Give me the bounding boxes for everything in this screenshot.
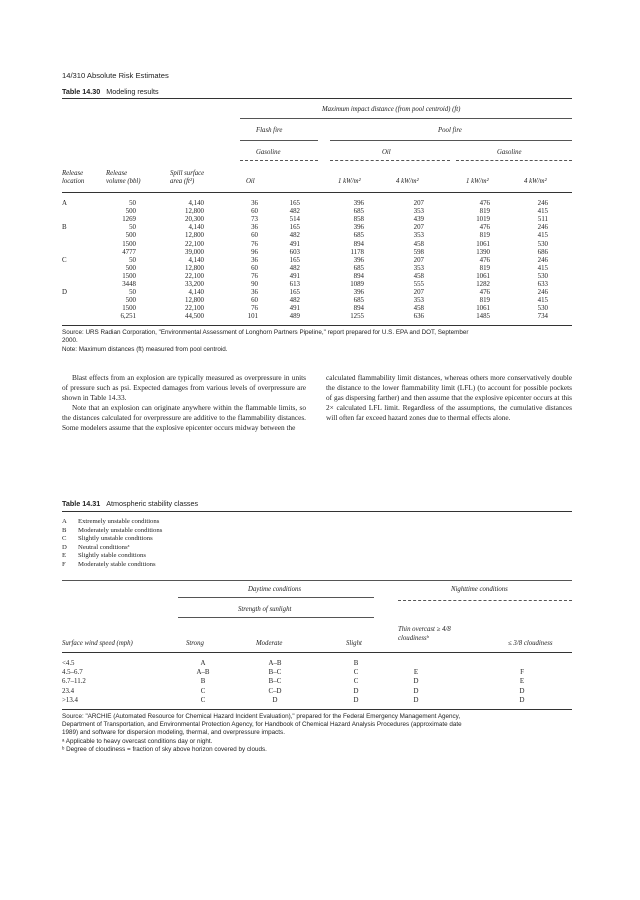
table-cell: 636: [413, 313, 424, 321]
table-cell: 476: [479, 256, 490, 264]
table-cell: 23.4: [62, 687, 75, 695]
table-cell: 685: [353, 232, 364, 240]
table-cell: B: [62, 224, 67, 232]
table-cell: F: [520, 669, 524, 677]
table-cell: 894: [353, 240, 364, 248]
table-cell: A: [200, 660, 206, 667]
table-cell: C–D: [268, 687, 282, 695]
table-cell: 415: [537, 264, 548, 272]
table-cell: 44,500: [185, 313, 204, 321]
table-cell: 4.5–6.7: [62, 669, 83, 677]
table-cell: 22,100: [185, 272, 204, 280]
oil-group-header: Oil: [382, 149, 391, 156]
table-cell: 36: [251, 289, 258, 297]
table-row: [62, 224, 572, 232]
col-wind-speed: Surface wind speed (mph): [62, 640, 133, 647]
table-cell: 76: [251, 272, 258, 280]
col-strong: Strong: [186, 640, 204, 647]
table-cell: 12,800: [185, 208, 204, 216]
table-row: [62, 232, 572, 240]
table-label: Table 14.31: [62, 499, 101, 508]
table-cell: 33,200: [185, 281, 204, 288]
body-paragraph-left: Blast effects from an explosion are typically measured as overpressure in units of pressure such as psi. Expected damages from various levels of overpressure are shown in Table 14.33.: [62, 373, 306, 402]
table-cell: 1061: [476, 305, 490, 313]
running-head: 14/310 Absolute Risk Estimates: [62, 71, 169, 80]
table-cell: 1089: [350, 281, 364, 288]
table-cell: C: [200, 687, 206, 695]
stability-class-code: F: [62, 561, 66, 568]
table-row: [62, 660, 572, 668]
table-cell: 246: [537, 289, 548, 297]
table-row: [62, 257, 572, 265]
table-cell: 819: [479, 264, 490, 272]
table-cell: 50: [129, 289, 136, 297]
body-paragraph-left-2: Note that an explosion can originate anywhere within the flammable limits, so the distances calculated for overpressure are additive to the flammability distances. Some modelers assume that the explosive epicenter occurs midway between the: [62, 403, 306, 432]
table-cell: 36: [251, 200, 258, 207]
table-note: Note: Maximum distances (ft) measured from pool centroid.: [62, 346, 228, 353]
stability-class-code: E: [62, 552, 67, 560]
table-cell: 819: [479, 232, 490, 240]
table-cell: 4777: [122, 248, 136, 256]
table-cell: 415: [537, 297, 548, 305]
table-cell: 1178: [350, 248, 364, 256]
table-cell: 1061: [476, 240, 490, 248]
table-cell: >13.4: [62, 696, 78, 704]
table-cell: D: [413, 687, 419, 695]
table-row: [62, 281, 572, 289]
table-top-rule: [62, 511, 572, 512]
rule: [178, 597, 374, 598]
col-thin-overcast: Thin overcast ≥ 4/8: [398, 626, 451, 633]
table-cell: B–C: [268, 669, 282, 677]
table-cell: 500: [125, 297, 136, 305]
stability-class-item: [62, 527, 162, 534]
table-cell: 4,140: [188, 256, 204, 264]
table-cell: 96: [251, 248, 258, 256]
table-cell: 1255: [350, 313, 364, 321]
table-label: Table 14.30: [62, 87, 101, 96]
col-oil: Oil: [246, 178, 255, 185]
table-cell: D: [413, 678, 419, 686]
col-release-volume: Release volume (bbl): [106, 170, 141, 185]
table-cell: 686: [537, 248, 548, 256]
table-cell: E: [519, 678, 525, 686]
table-caption-14-31: [62, 499, 198, 508]
table-row: [62, 305, 572, 313]
nighttime-header: Nighttime conditions: [451, 586, 508, 593]
rule: [240, 140, 318, 141]
table-cell: D: [519, 696, 525, 704]
table-cell: 60: [251, 208, 258, 216]
table-cell: 491: [289, 240, 300, 248]
table-cell: 734: [537, 313, 548, 321]
body-paragraph-right: calculated flammability limit distances, whereas others more conservatively double the distance to the lower flammability limit (LFL) (to account for possible pockets of gas dispersing farther) and then assume that the explosive epicenter occurs at this 2× calculated LFL limit. Regardless of the assumptions, the cumulative distances will often far exceed hazard zones due to thermal effects alone.: [326, 373, 572, 422]
table-cell: C: [62, 256, 67, 264]
stability-class-item: [62, 518, 159, 525]
rule: [456, 160, 572, 161]
table-cell: 598: [413, 248, 424, 256]
table-cell: 685: [353, 208, 364, 216]
table-cell: 4,140: [188, 289, 204, 297]
table-cell: 1485: [476, 313, 490, 321]
table-cell: A–B: [268, 660, 282, 667]
table-cell: 20,300: [185, 216, 204, 224]
table-cell: 1390: [476, 248, 490, 256]
table-cell: 90: [251, 281, 258, 288]
table-cell: 1061: [476, 272, 490, 280]
table-cell: C: [353, 678, 359, 686]
table-cell: 50: [129, 224, 136, 232]
table-cell: 685: [353, 297, 364, 305]
table-cell: 476: [479, 200, 490, 207]
table-cell: D: [353, 687, 359, 695]
table-cell: 353: [413, 264, 424, 272]
table-row: [62, 688, 572, 696]
col-low-cloudiness: ≤ 3/8 cloudiness: [508, 640, 553, 647]
table-row: [62, 697, 572, 705]
flash-fire-header: Flash fire: [256, 127, 283, 134]
table-row: [62, 289, 572, 297]
table-cell: 12,800: [185, 297, 204, 305]
table-cell: 819: [479, 297, 490, 305]
table-cell: 36: [251, 224, 258, 232]
table-cell: 555: [413, 281, 424, 288]
table-title: Modeling results: [106, 87, 159, 96]
table-cell: 165: [289, 256, 300, 264]
table-cell: 396: [353, 256, 364, 264]
table-source-line-1: Source: URS Radian Corporation, "Environmental Assessment of Longhorn Partners Pipeline," report prepared for U.S. EPA and DOT, September: [62, 329, 469, 336]
table-cell: A–B: [196, 669, 210, 677]
table-cell: 165: [289, 224, 300, 232]
table-cell: B: [200, 678, 206, 686]
rule: [330, 140, 572, 141]
rule: [240, 160, 318, 161]
table-cell: C: [200, 696, 206, 704]
stability-class-item: [62, 535, 153, 542]
stability-class-description: Extremely unstable conditions: [78, 518, 160, 525]
gasoline-header-1: Gasoline: [256, 149, 281, 156]
gasoline-header-2: Gasoline: [497, 149, 522, 156]
table-cell: 207: [413, 289, 424, 297]
table-cell: 482: [289, 297, 300, 305]
rule: [62, 580, 572, 581]
table-cell: 12,800: [185, 232, 204, 240]
table-cell: 165: [289, 289, 300, 297]
table-cell: 4,140: [188, 200, 204, 207]
table-cell: E: [413, 669, 419, 677]
table-cell: 894: [353, 272, 364, 280]
table-cell: B–C: [268, 678, 282, 686]
rule: [178, 617, 374, 618]
table-cell: 50: [129, 256, 136, 264]
rule: [398, 600, 572, 601]
stability-class-description: Moderately unstable conditions: [78, 526, 163, 534]
table-cell: 476: [479, 289, 490, 297]
table-cell: 76: [251, 305, 258, 313]
table-cell: 101: [247, 313, 258, 321]
table-cell: 73: [251, 216, 258, 224]
stability-class-item: [62, 561, 156, 568]
table-cell: 511: [537, 216, 548, 224]
table-cell: 415: [537, 208, 548, 216]
table-cell: 1019: [476, 216, 490, 224]
table-cell: C: [353, 669, 359, 677]
table-cell: 39,000: [185, 248, 204, 256]
table-cell: <4.5: [62, 660, 75, 667]
stability-table-body: [62, 660, 572, 708]
table-cell: 458: [413, 272, 424, 280]
table-cell: D: [519, 687, 525, 695]
table-cell: 22,100: [185, 305, 204, 313]
stability-class-code: D: [62, 543, 67, 551]
table-cell: 22,100: [185, 240, 204, 248]
col-moderate: Moderate: [256, 640, 283, 647]
table-cell: 396: [353, 200, 364, 207]
header-bottom-rule: [62, 652, 572, 653]
table-cell: 36: [251, 256, 258, 264]
table-cell: D: [62, 289, 67, 297]
table-cell: 207: [413, 200, 424, 207]
stability-class-item: [62, 552, 146, 559]
footnote-a: ᵃ Applicable to heavy overcast conditions day or night.: [62, 738, 213, 745]
table-cell: 60: [251, 297, 258, 305]
col-spill-area: Spill surface area (ft²): [170, 170, 205, 185]
table-cell: 500: [125, 208, 136, 216]
table-cell: 476: [479, 224, 490, 232]
table-cell: 415: [537, 232, 548, 240]
table-cell: 458: [413, 305, 424, 313]
col-gas-4kw: 4 kW/m²: [524, 178, 547, 185]
table-top-rule: [62, 98, 572, 99]
table-cell: 6,251: [120, 313, 136, 321]
stability-class-description: Moderately stable conditions: [78, 561, 156, 568]
table-cell: 246: [537, 256, 548, 264]
table-cell: 819: [479, 208, 490, 216]
table-cell: 633: [537, 281, 548, 288]
table-cell: 613: [289, 281, 300, 288]
table-row: [62, 669, 572, 677]
table-title: Atmospheric stability classes: [106, 499, 199, 508]
table-cell: 396: [353, 224, 364, 232]
table-cell: 1282: [476, 281, 490, 288]
table-source-line-1: Source: "ARCHIE (Automated Resource for Chemical Hazard Incident Evaluation)," prepared for the Federal Emergency Management Agency,: [62, 713, 461, 720]
header-bottom-rule: [62, 192, 572, 193]
table-cell: 60: [251, 232, 258, 240]
table-row: [62, 297, 572, 305]
table-cell: 60: [251, 264, 258, 272]
footnote-b: ᵇ Degree of cloudiness = fraction of sky above horizon covered by clouds.: [62, 746, 267, 753]
table-cell: 1500: [122, 272, 136, 280]
table-cell: 530: [537, 240, 548, 248]
table-cell: 685: [353, 264, 364, 272]
table-row: [62, 273, 572, 281]
table-row: [62, 241, 572, 249]
table-source-line-2: Department of Transportation, and Environmental Protection Agency, for Handbook of Chemical Hazard Analysis Procedures (approximate date: [62, 721, 462, 728]
table-row: [62, 216, 572, 224]
table-cell: 530: [537, 305, 548, 313]
table-source-line-3: 1989) and software for dispersion modeling, thermal, and overpressure impacts.: [62, 729, 285, 736]
table-cell: 491: [289, 272, 300, 280]
table-cell: 439: [413, 216, 424, 224]
col-slight: Slight: [346, 640, 362, 647]
table-row: [62, 678, 572, 686]
table-cell: 396: [353, 289, 364, 297]
stability-class-code: C: [62, 535, 67, 543]
table-cell: 6.7–11.2: [62, 678, 86, 686]
group-header: Maximum impact distance (from pool centroid) (ft): [322, 106, 461, 113]
table-cell: 1500: [122, 240, 136, 248]
stability-class-code: A: [62, 518, 67, 525]
table-cell: 514: [289, 216, 300, 224]
table-cell: 500: [125, 232, 136, 240]
table-cell: 353: [413, 232, 424, 240]
table-bottom-rule: [62, 325, 572, 326]
col-oil-1kw: 1 kW/m²: [338, 178, 361, 185]
rule: [330, 160, 450, 161]
table-cell: 482: [289, 264, 300, 272]
col-oil-4kw: 4 kW/m²: [396, 178, 419, 185]
pool-fire-header: Pool fire: [438, 127, 462, 134]
stability-class-description: Slightly stable conditions: [78, 552, 146, 560]
table-cell: D: [413, 696, 419, 704]
col-release-location: Release location: [62, 170, 85, 185]
table-cell: 894: [353, 305, 364, 313]
table-cell: 246: [537, 200, 548, 207]
table-cell: 4,140: [188, 224, 204, 232]
table-cell: 858: [353, 216, 364, 224]
table-cell: 207: [413, 256, 424, 264]
stability-class-code: B: [62, 526, 67, 534]
table-cell: 3448: [122, 281, 136, 288]
table-row: [62, 265, 572, 273]
table-cell: 12,800: [185, 264, 204, 272]
table-cell: 489: [289, 313, 300, 321]
table-cell: 1500: [122, 305, 136, 313]
table-cell: 50: [129, 200, 136, 207]
table-cell: 207: [413, 224, 424, 232]
table-cell: 500: [125, 264, 136, 272]
table-row: [62, 313, 572, 321]
table-row: [62, 200, 572, 208]
table-caption-14-30: [62, 87, 159, 96]
col-gas-1kw: 1 kW/m²: [466, 178, 489, 185]
table-cell: 482: [289, 232, 300, 240]
table-cell: D: [272, 696, 278, 704]
table-cell: 530: [537, 272, 548, 280]
rule: [240, 118, 572, 119]
table-row: [62, 249, 572, 257]
table-cell: 458: [413, 240, 424, 248]
stability-class-description: Neutral conditionsᵃ: [78, 543, 130, 551]
stability-class-description: Slightly unstable conditions: [78, 535, 153, 543]
table-source-line-2: 2000.: [62, 337, 78, 344]
stability-class-item: [62, 544, 129, 551]
table-bottom-rule: [62, 709, 572, 710]
table-cell: B: [353, 660, 359, 667]
table-cell: 1269: [122, 216, 136, 224]
col-cloudiness: cloudinessᵇ: [398, 635, 429, 642]
table-cell: 603: [289, 248, 300, 256]
table-row: [62, 208, 572, 216]
table-cell: 246: [537, 224, 548, 232]
table-cell: 482: [289, 208, 300, 216]
table-cell: 491: [289, 305, 300, 313]
table-cell: D: [353, 696, 359, 704]
table-cell: A: [62, 200, 67, 207]
table-cell: 353: [413, 297, 424, 305]
table-cell: 165: [289, 200, 300, 207]
sunlight-header: Strength of sunlight: [238, 606, 292, 613]
table-cell: 353: [413, 208, 424, 216]
table-cell: 76: [251, 240, 258, 248]
daytime-header: Daytime conditions: [248, 586, 302, 593]
